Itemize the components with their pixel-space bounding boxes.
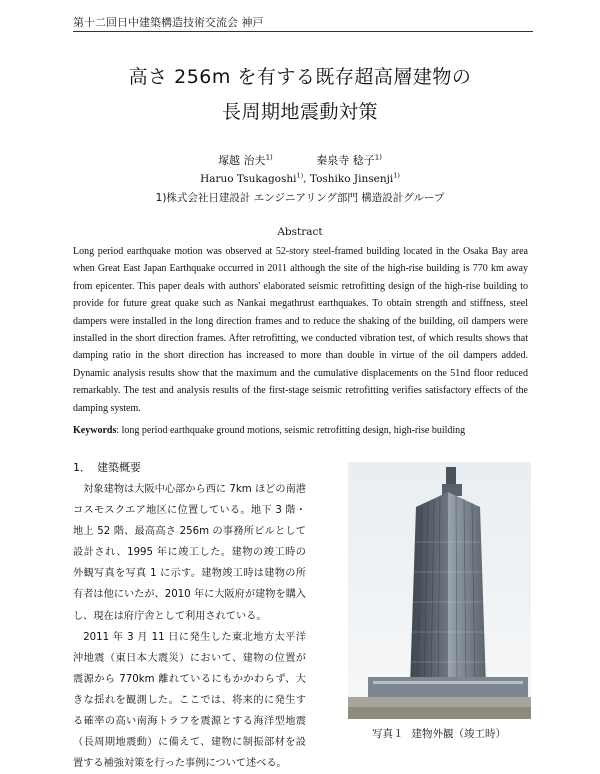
keywords-label: Keywords	[73, 425, 117, 436]
building-photo	[348, 462, 531, 719]
paragraph: 対象建物は大阪中心部から西に 7km ほどの南港コスモスクエア地区に位置している。地下 3 階・地上 52 階、最高高さ 256m の事務所ビルとして設計され、1995 年に竣工した。建物の竣工時の外観写真を写真 1 に示す。建物竣工時は建物の所有者は他にいたが、2010 年に大阪府が建物を購入し、現在は府庁舎として利用されている。	[73, 484, 306, 622]
keywords-text: : long period earthquake ground motions, seismic retrofitting design, high-rise building	[116, 425, 466, 436]
section-heading	[73, 459, 141, 475]
paper-title-line-2: 長周期地震動対策	[221, 101, 378, 123]
section-number: 1．	[73, 461, 91, 474]
author-1-ja: 塚越 治夫$^{1)}$	[218, 153, 273, 167]
abstract-heading: Abstract	[277, 226, 323, 238]
photo-caption-label: 写真１	[372, 728, 404, 740]
skyscraper-photo-illustration	[348, 462, 531, 719]
authors-japanese	[0, 152, 600, 168]
photo-caption-text: 建物外観（竣工時）	[411, 728, 506, 740]
abstract-body: Long period earthquake motion was observed at 52-story steel-framed building located in the Osaka Bay area when Great East Japan Earthquake occurred in 2011 although the site of the high-rise building is 770 km away from epicenter. This paper deals with authors' elaborated seismic retrofitting design of the high-rise building to provide for future great quake such as Nankai megathrust earthquakes. To obtain strength and stiffness, steel dampers were installed in the long direction frames and to reduce the shaking of the building, oil dampers were installed in the short direction frames. After retrofitting, we conducted vibration test, of which results shows that damping ratio in the short direction has increased to more than double in virtue of the oil dampers added. Dynamic analysis results show that the maximum and the cumulative displacements on the 51nd floor reduced remarkably. The test and analysis results of the first-stage seismic retrofitting verifies satisfactory effects of the damping system.	[73, 246, 528, 414]
photo-caption	[344, 726, 534, 741]
author-1-en: Haruo Tsukagoshi$^{1)}$	[200, 171, 304, 185]
paper-title-line-1: 高さ 256m を有する既存超高層建物の	[128, 66, 472, 88]
affiliation: 1)株式会社日建設計 エンジニアリング部門 構造設計グループ	[155, 192, 445, 204]
conference-header: 第十二回日中建築構造技術交流会 神戸	[73, 16, 264, 29]
author-2-en: Toshiko Jinsenji$^{1)}$	[309, 171, 400, 185]
paragraph: 2011 年 3 月 11 日に発生した東北地方太平洋沖地震（東日本大震災）において、建物の位置が震源から 770km 離れているにもかかわらず、大きな揺れを観測した。ここでは、将来的に発生する確率の高い南海トラフを震源とする海洋型地震（長周期地震動）に備えて、建物に制振部材を設置する補強対策を行った事例について述べる。	[73, 631, 306, 770]
keywords	[73, 425, 533, 436]
section-body	[73, 479, 306, 774]
section-title: 建築概要	[97, 461, 141, 474]
header-divider	[73, 31, 533, 32]
authors-english: Haruo Tsukagoshi$^{1)}$, Toshiko Jinsenji$^{1)}$	[200, 171, 400, 185]
author-2-ja: 秦泉寺 稔子$^{1)}$	[316, 153, 382, 167]
